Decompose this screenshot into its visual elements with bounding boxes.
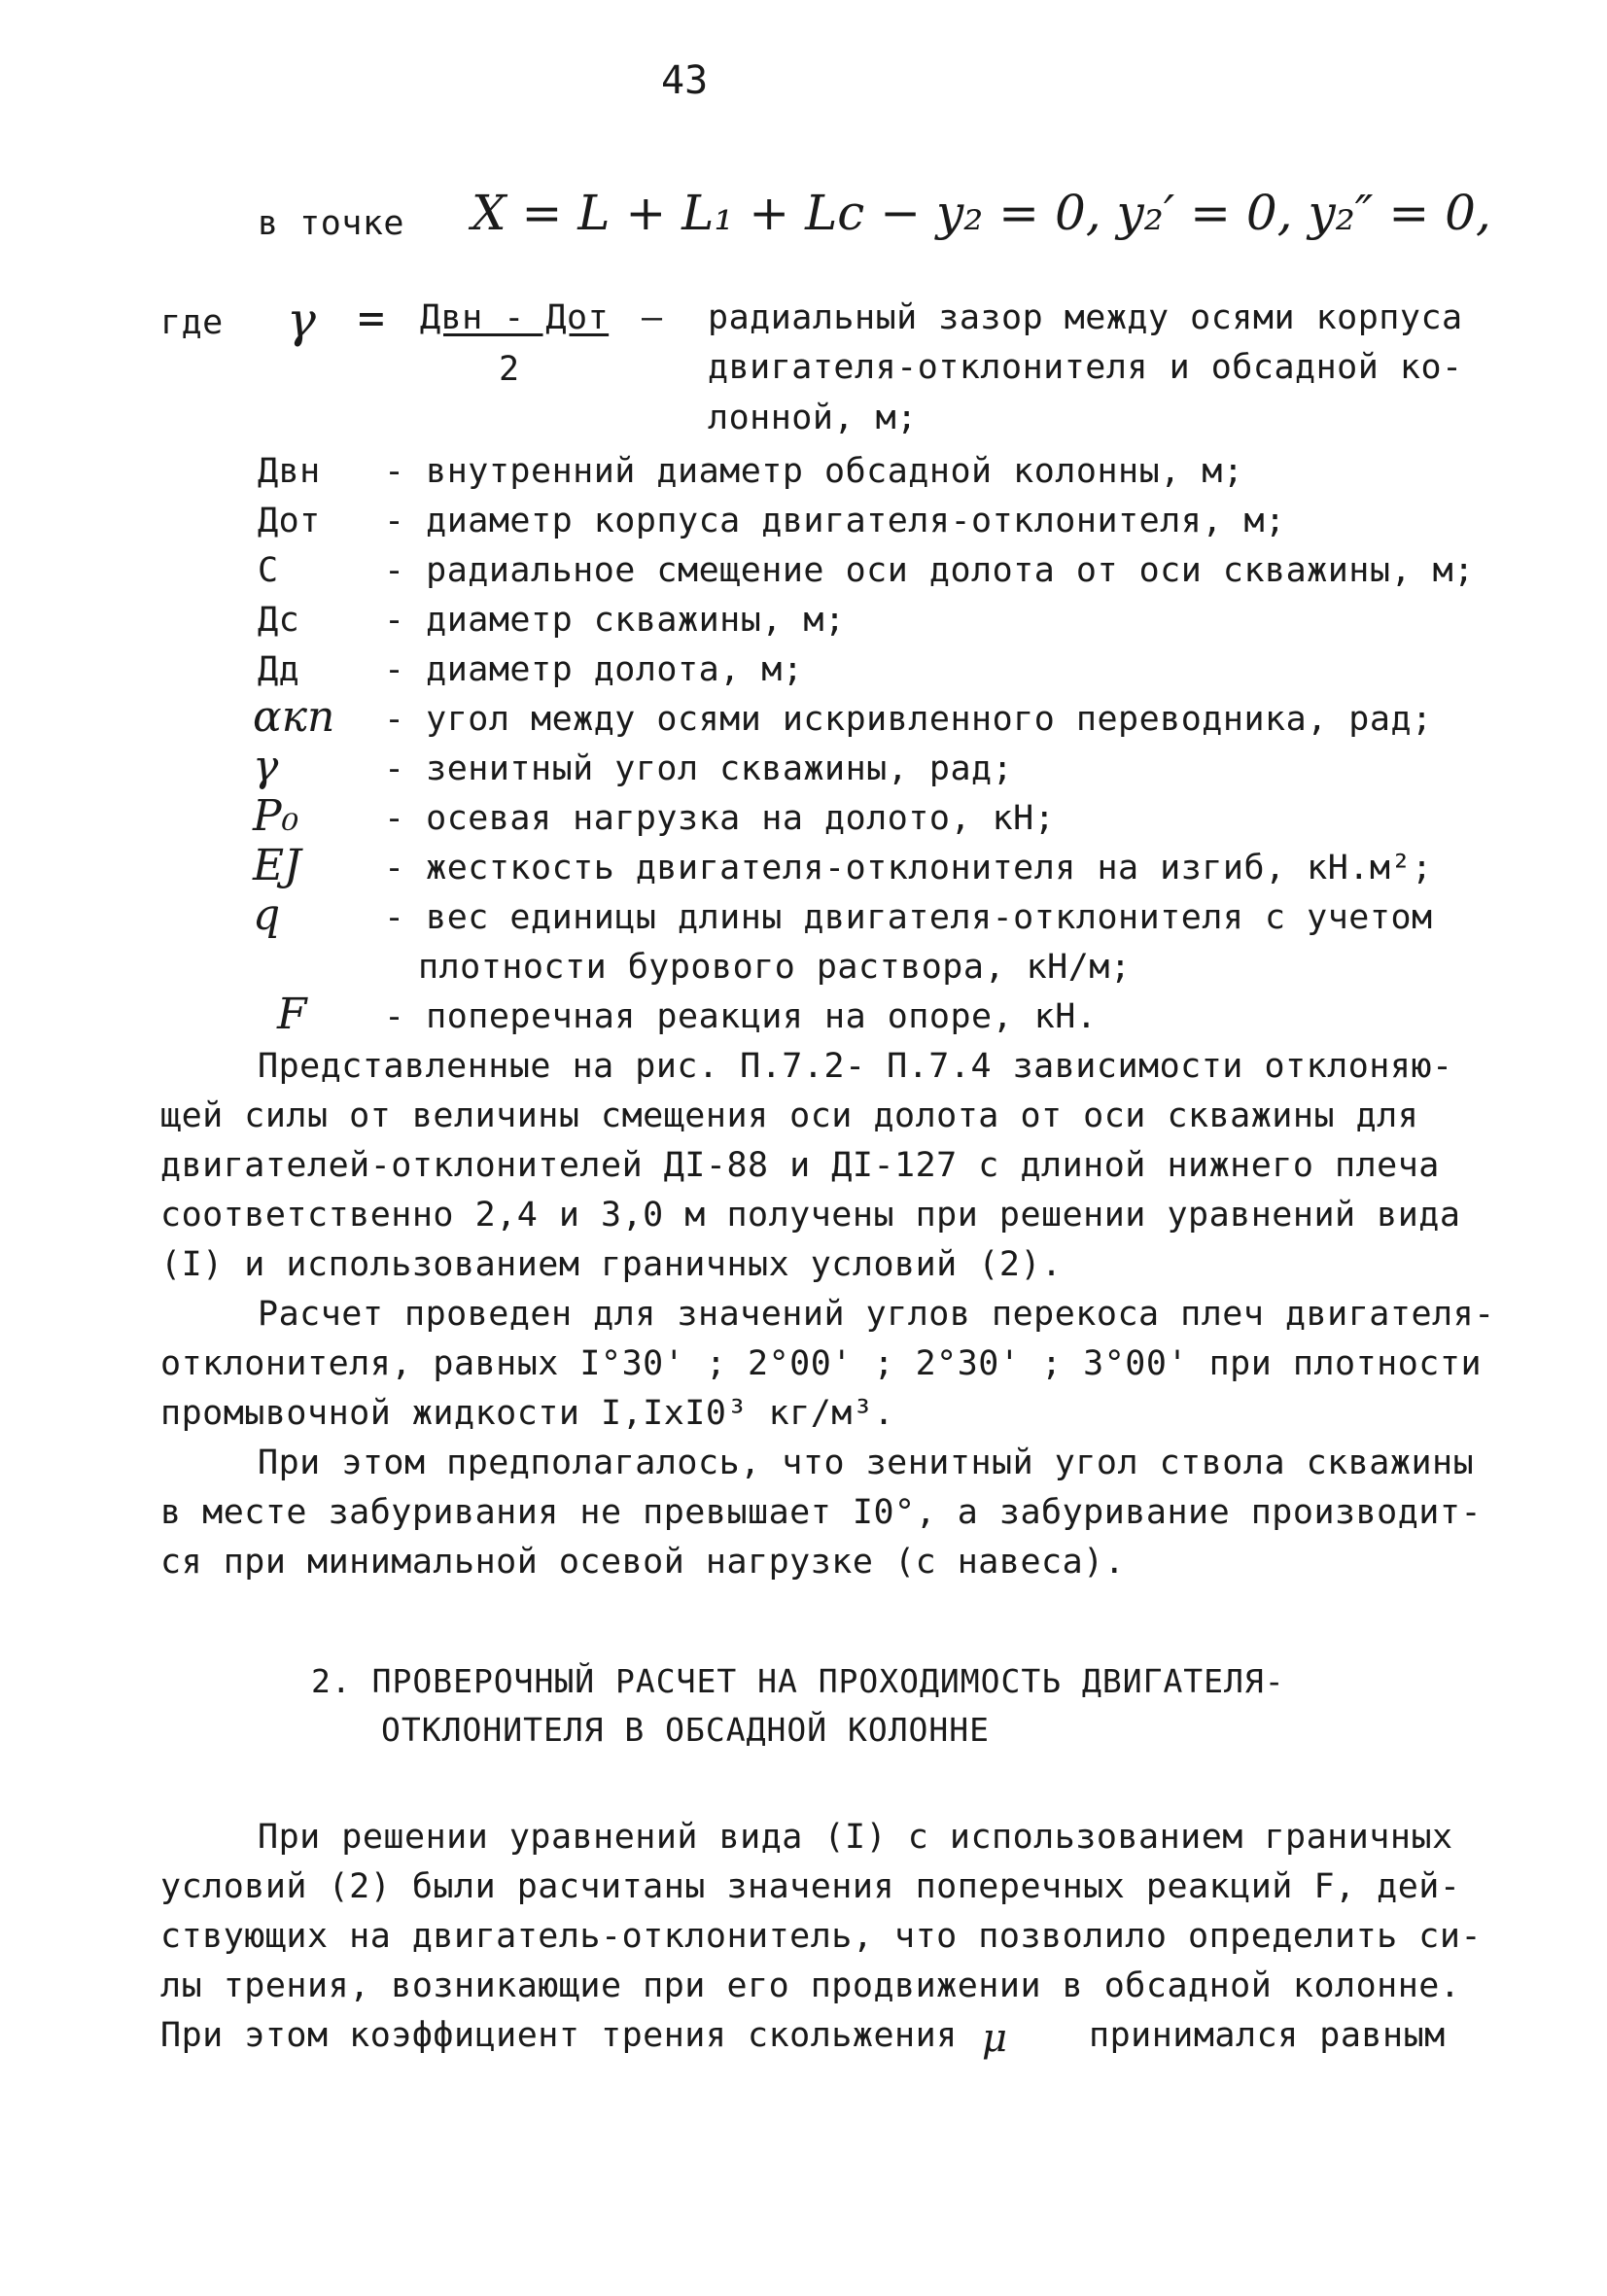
paragraph-line: промывочной жидкости I,IxI0³ кг/м³. bbox=[160, 1394, 895, 1433]
paragraph-line: щей силы от величины смещения оси долота от оси скважины для bbox=[160, 1096, 1419, 1135]
definition-text: - осевая нагрузка на долото, кН; bbox=[384, 799, 1056, 838]
definition-symbol: EJ bbox=[253, 841, 301, 890]
paragraph-line: При решении уравнений вида (I) с использованием граничных bbox=[258, 1818, 1453, 1857]
definition-text: - жесткость двигателя-отклонителя на изгиб, кН.м²; bbox=[384, 849, 1433, 887]
definition-text: - угол между осями искривленного переводника, рад; bbox=[384, 700, 1433, 739]
paragraph-line: двигателей-отклонителей ДI-88 и ДI-127 с длиной нижнего плеча bbox=[160, 1146, 1440, 1185]
section-heading: ОТКЛОНИТЕЛЯ В ОБСАДНОЙ КОЛОННЕ bbox=[381, 1711, 991, 1749]
definition-text: плотности бурового раствора, кН/м; bbox=[418, 948, 1132, 987]
paragraph-line: лы трения, возникающие при его продвижении в обсадной колонне. bbox=[160, 1966, 1461, 2005]
definition-symbol: γ bbox=[253, 742, 279, 791]
definition-text: - зенитный угол скважины, рад; bbox=[384, 749, 1014, 788]
definition-text: - диаметр корпуса двигателя-отклонителя, м; bbox=[384, 502, 1286, 540]
gamma-desc-line: лонной, м; bbox=[708, 399, 918, 437]
paragraph-line: отклонителя, равных I°30' ; 2°00' ; 2°30' ; 3°00' при плотности bbox=[160, 1344, 1483, 1383]
definition-text: - радиальное смещение оси долота от оси скважины, м; bbox=[384, 551, 1475, 590]
definition-text: - внутренний диаметр обсадной колонны, м; bbox=[384, 452, 1244, 491]
definition-text: - поперечная реакция на опоре, кН. bbox=[384, 997, 1098, 1036]
definition-symbol: P₀ bbox=[253, 791, 299, 841]
section-heading: 2. ПРОВЕРОЧНЫЙ РАСЧЕТ НА ПРОХОДИМОСТЬ ДВИГАТЕЛЯ- bbox=[311, 1662, 1285, 1700]
paragraph-line: При этом предполагалось, что зенитный угол ствола скважины bbox=[258, 1444, 1475, 1482]
paragraph-line: ствующих на двигатель-отклонитель, что позволило определить си- bbox=[160, 1917, 1483, 1956]
definition-symbol: Двн bbox=[258, 452, 321, 491]
definition-symbol: Дот bbox=[258, 502, 321, 540]
mu-symbol: μ bbox=[982, 2016, 1007, 2061]
gamma-denominator: 2 bbox=[499, 350, 520, 389]
where-label: где bbox=[160, 303, 224, 342]
definition-text: - диаметр долота, м; bbox=[384, 650, 804, 689]
definition-symbol: F bbox=[277, 990, 307, 1039]
gamma-numerator: Двн - Дот bbox=[420, 298, 610, 337]
definition-symbol: αкп bbox=[253, 692, 335, 742]
paragraph-line: Расчет проведен для значений углов перекоса плеч двигателя- bbox=[258, 1295, 1495, 1334]
formula-label: в точке bbox=[258, 204, 405, 243]
paragraph-line: (I) и использованием граничных условий (2). bbox=[160, 1245, 1063, 1284]
definition-text: - диаметр скважины, м; bbox=[384, 601, 846, 640]
definition-symbol: q bbox=[253, 890, 281, 940]
boundary-condition-formula: X = L + L₁ + Lc − y₂ = 0, y₂′ = 0, y₂″ = 0, bbox=[472, 185, 1491, 241]
paragraph-line: принимался равным bbox=[1089, 2016, 1446, 2055]
definition-symbol: С bbox=[258, 551, 279, 590]
gamma-desc-line: радиальный зазор между осями корпуса bbox=[708, 298, 1463, 337]
definition-symbol: Дд bbox=[258, 650, 300, 689]
gamma-desc-line: двигателя-отклонителя и обсадной ко- bbox=[708, 348, 1463, 387]
page-number: 43 bbox=[661, 58, 709, 103]
paragraph-line: Представленные на рис. П.7.2- П.7.4 зависимости отклоняю- bbox=[258, 1047, 1453, 1086]
definition-text: - вес единицы длины двигателя-отклонителя с учетом bbox=[384, 898, 1433, 937]
gamma-dash: – bbox=[642, 298, 663, 337]
paragraph-line: в месте забуривания не превышает I0°, а забуривание производит- bbox=[160, 1493, 1483, 1532]
paragraph-line: условий (2) были расчитаны значения поперечных реакций F, дей- bbox=[160, 1867, 1461, 1906]
definition-symbol: Дс bbox=[258, 601, 300, 640]
gamma-symbol: γ bbox=[287, 292, 316, 348]
paragraph-line: При этом коэффициент трения скольжения bbox=[160, 2016, 958, 2055]
paragraph-line: соответственно 2,4 и 3,0 м получены при решении уравнений вида bbox=[160, 1196, 1461, 1235]
gamma-equals: = bbox=[358, 292, 385, 344]
paragraph-line: ся при минимальной осевой нагрузке (с навеса). bbox=[160, 1543, 1126, 1582]
